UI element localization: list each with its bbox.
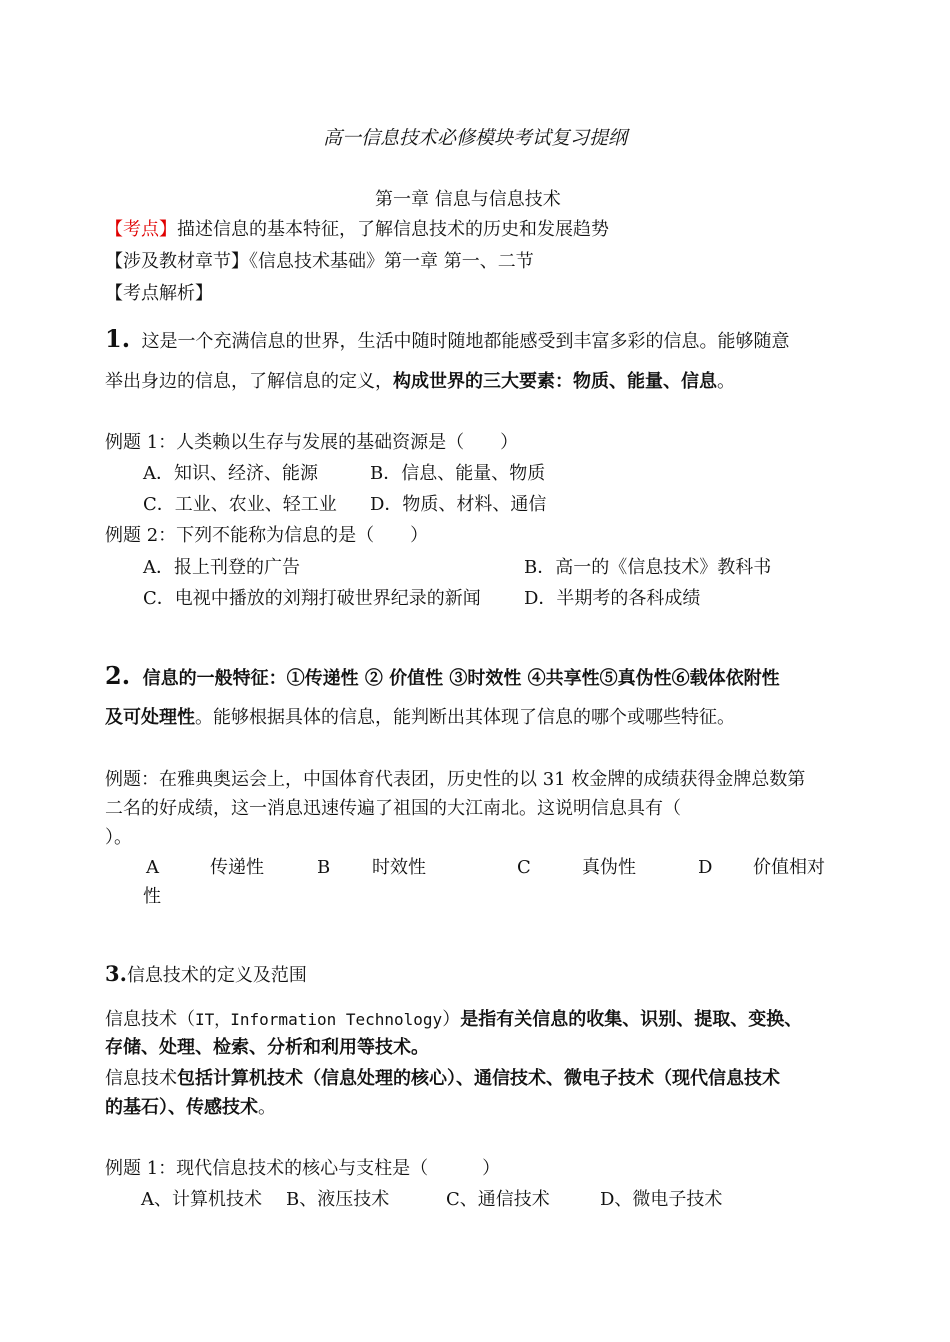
section-3-heading-line (105, 962, 307, 988)
example-1-option-d: D．物质、材料、通信 (370, 494, 547, 515)
it-definition-paren: ） (442, 1009, 461, 1030)
section-1-number: 1. (105, 324, 131, 353)
section-2-option-b-text: 时效性 (372, 857, 426, 878)
section-2-option-a-text: 传递性 (210, 857, 264, 878)
section-3-period: 。 (258, 1097, 276, 1118)
section-2-example-line-2: 二名的好成绩，这一消息迅速传遍了祖国的大江南北。这说明信息具有（ (105, 798, 681, 819)
section-1-text-2a: 举出身边的信息，了解信息的定义， (105, 371, 393, 392)
section-2-option-d-text: 价值相对 (753, 857, 825, 878)
section-2-option-b-letter: B (317, 857, 331, 878)
kaodian-tag: 【考点】 (105, 219, 177, 240)
section-3-number: 3. (105, 961, 127, 986)
kaodian-text: 描述信息的基本特征，了解信息技术的历史和发展趋势 (177, 219, 609, 240)
analysis-heading: 【考点解析】 (105, 283, 213, 304)
document-title: 高一信息技术必修模块考试复习提纲 (323, 127, 628, 149)
section-2-para-line-1 (105, 661, 780, 691)
section-3-heading: 信息技术的定义及范围 (126, 965, 307, 986)
section-2-example-line-3: ）。 (105, 827, 132, 848)
textbook-section-line: 【涉及教材章节】《信息技术基础》第一章 第一、二节 (105, 251, 534, 272)
section-1-text-1: 这是一个充满信息的世界，生活中随时随地都能感受到丰富多彩的信息。能够随意 (141, 331, 790, 352)
section-3-option-d: D、微电子技术 (600, 1189, 723, 1210)
processable-bold: 及可处理性 (105, 707, 195, 728)
section-3-example-question: 例题 1：现代信息技术的核心与支柱是（ ） (105, 1158, 501, 1179)
section-3-para-line-2: 存储、处理、检索、分析和利用等技术。 (105, 1037, 429, 1058)
three-elements-bold: 构成世界的三大要素：物质、能量、信息 (393, 371, 717, 392)
it-includes-prefix: 信息技术 (105, 1068, 177, 1089)
it-english-name: IT，Information Technology (195, 1010, 443, 1029)
kaodian-line (105, 218, 609, 242)
chapter-title: 第一章 信息与信息技术 (375, 189, 561, 210)
section-2-option-c-text: 真伪性 (582, 857, 636, 878)
section-3-option-b: B、液压技术 (286, 1189, 390, 1210)
it-definition-bold: 是指有关信息的收集、识别、提取、变换、 (460, 1009, 803, 1030)
example-1-option-a: A．知识、经济、能源 (143, 463, 318, 484)
section-2-option-c-letter: C (517, 857, 531, 878)
example-2-question: 例题 2：下列不能称为信息的是（ ） (105, 525, 429, 546)
example-2-option-c: C．电视中播放的刘翔打破世界纪录的新闻 (143, 588, 481, 609)
it-definition-prefix: 信息技术（ (105, 1009, 195, 1030)
section-2-para-line-2 (105, 706, 735, 730)
section-2-number: 2. (105, 661, 131, 690)
section-2-example-line-1: 例题：在雅典奥运会上，中国体育代表团，历史性的以 31 枚金牌的成绩获得金牌总数第 (105, 769, 806, 790)
section-3-option-c: C、通信技术 (446, 1189, 550, 1210)
example-2-option-a: A．报上刊登的广告 (143, 557, 300, 578)
it-includes-bold: 包括计算机技术（信息处理的核心）、通信技术、微电子技术（现代信息技术 (177, 1068, 780, 1089)
example-1-option-c: C．工业、农业、轻工业 (143, 494, 337, 515)
section-3-para-line-3 (105, 1067, 780, 1091)
it-includes-bold-cont: 的基石）、传感技术 (105, 1097, 258, 1118)
section-2-option-a-letter: A (146, 857, 159, 878)
section-2-option-d-continuation: 性 (143, 886, 161, 907)
section-2-text-2b: 。能够根据具体的信息，能判断出其体现了信息的哪个或哪些特征。 (195, 707, 735, 728)
section-1-para-line-1 (105, 324, 790, 354)
section-1-text-2c: 。 (717, 371, 735, 392)
section-2-option-d-letter: D (698, 857, 713, 878)
section-3-option-a: A、计算机技术 (141, 1189, 262, 1210)
section-3-para-line-4 (105, 1096, 276, 1120)
example-2-option-d: D．半期考的各科成绩 (524, 588, 701, 609)
section-1-para-line-2 (105, 370, 735, 394)
info-features-bold: 信息的一般特征：①传递性 ② 价值性 ③时效性 ④共享性⑤真伪性⑥载体依附性 (142, 668, 780, 689)
example-1-question: 例题 1：人类赖以生存与发展的基础资源是（ ） (105, 432, 519, 453)
section-3-para-line-1 (105, 1008, 802, 1032)
example-1-option-b: B．信息、能量、物质 (370, 463, 546, 484)
example-2-option-b: B．高一的《信息技术》教科书 (524, 557, 772, 578)
